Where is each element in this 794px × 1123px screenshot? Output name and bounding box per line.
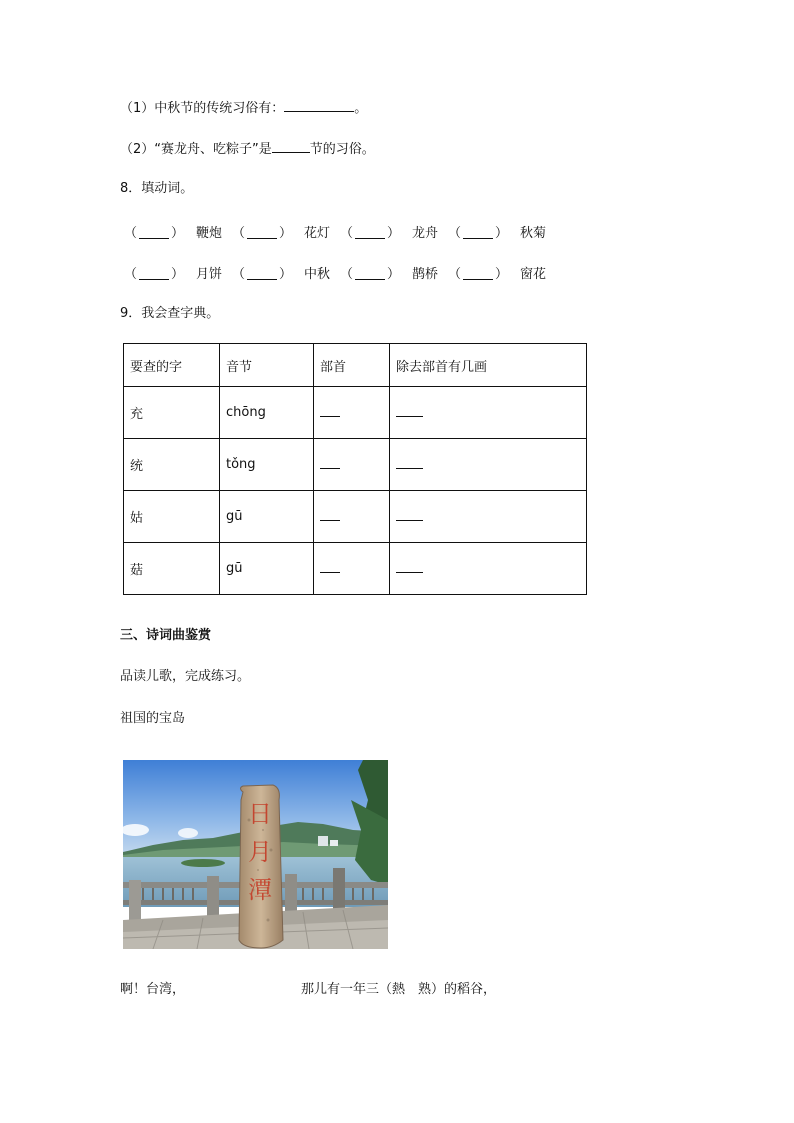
table-cell-radical [314, 491, 390, 543]
radical-blank[interactable] [320, 456, 340, 469]
verb-item: （ ） 鞭炮 [124, 222, 232, 241]
verb-blank[interactable] [247, 225, 277, 239]
q7-item-2-blank[interactable] [272, 138, 310, 153]
q7-item-2-suffix: 节的习俗。 [309, 142, 375, 157]
verb-blank[interactable] [139, 225, 169, 239]
radical-blank[interactable] [320, 404, 340, 417]
verb-blank[interactable] [463, 266, 493, 280]
radical-blank[interactable] [320, 560, 340, 573]
verb-item: （ ） 秋菊 [448, 222, 556, 241]
verb-word: 龙舟 [412, 226, 439, 241]
radical-blank[interactable] [320, 508, 340, 521]
q7-item-2 [120, 138, 375, 159]
table-cell-pinyin: gū [220, 491, 314, 543]
table-cell-strokes [390, 439, 587, 491]
sun-moon-lake-photo [123, 760, 388, 949]
table-cell-radical [314, 439, 390, 491]
q7-item-1 [120, 97, 367, 118]
poem-line-1-left: 啊！台湾， [120, 982, 186, 997]
q7-item-1-text: （1）中秋节的传统习俗有： [120, 101, 285, 116]
verb-blank[interactable] [463, 225, 493, 239]
verb-blank[interactable] [139, 266, 169, 280]
verb-item: （ ） 中秋 [232, 263, 340, 282]
stone-char: 月 [248, 838, 272, 866]
strokes-blank[interactable] [396, 508, 423, 521]
table-cell-pinyin: gū [220, 543, 314, 595]
table-cell-strokes [390, 543, 587, 595]
table-cell-radical [314, 387, 390, 439]
table-cell-pinyin: chōng [220, 387, 314, 439]
stone-char: 潭 [248, 876, 272, 904]
table-header-cell: 部首 [314, 344, 390, 387]
table-cell-strokes [390, 491, 587, 543]
q8-row-1 [124, 222, 556, 241]
sun-moon-lake-illustration [123, 760, 388, 949]
q9-title: 9．我会查字典。 [120, 306, 220, 321]
verb-word: 鹊桥 [412, 267, 439, 282]
verb-word: 中秋 [304, 267, 331, 282]
table-header-cell: 要查的字 [124, 344, 220, 387]
poem-line-1-right: 那儿有一年三（熱 熟）的稻谷， [301, 982, 497, 997]
strokes-blank[interactable] [396, 456, 423, 469]
verb-item: （ ） 鹊桥 [340, 263, 448, 282]
q7-item-1-blank[interactable] [284, 97, 354, 112]
table-cell-char: 姑 [124, 491, 220, 543]
stone-char: 日 [248, 800, 272, 828]
table-cell-radical [314, 543, 390, 595]
verb-word: 鞭炮 [196, 226, 223, 241]
verb-blank[interactable] [247, 266, 277, 280]
verb-word: 秋菊 [520, 226, 547, 241]
verb-blank[interactable] [355, 266, 385, 280]
table-cell-char: 统 [124, 439, 220, 491]
table-cell-strokes [390, 387, 587, 439]
q7-item-1-suffix: 。 [354, 101, 368, 116]
verb-blank[interactable] [355, 225, 385, 239]
q8-row-2 [124, 263, 556, 282]
q7-item-2-text: （2）“赛龙舟、吃粽子”是 [120, 142, 272, 157]
table-header-row [124, 344, 587, 387]
verb-word: 花灯 [304, 226, 331, 241]
verb-item: （ ） 窗花 [448, 263, 556, 282]
strokes-blank[interactable] [396, 560, 423, 573]
verb-item: （ ） 龙舟 [340, 222, 448, 241]
strokes-blank[interactable] [396, 404, 423, 417]
table-cell-pinyin: tǒng [220, 439, 314, 491]
verb-item: （ ） 花灯 [232, 222, 340, 241]
table-cell-char: 充 [124, 387, 220, 439]
verb-word: 月饼 [196, 267, 223, 282]
q8-title: 8．填动词。 [120, 181, 194, 196]
poem-title: 祖国的宝岛 [120, 711, 186, 726]
table-row [124, 387, 587, 439]
verb-item: （ ） 月饼 [124, 263, 232, 282]
table-cell-char: 菇 [124, 543, 220, 595]
table-header-cell: 除去部首有几画 [390, 344, 587, 387]
dictionary-table [123, 343, 587, 595]
verb-word: 窗花 [520, 267, 547, 282]
table-header-cell: 音节 [220, 344, 314, 387]
section-3-instruction: 品读儿歌，完成练习。 [120, 669, 251, 684]
section-3-title: 三、诗词曲鉴赏 [120, 628, 212, 643]
table-row [124, 543, 587, 595]
table-row [124, 491, 587, 543]
table-row [124, 439, 587, 491]
